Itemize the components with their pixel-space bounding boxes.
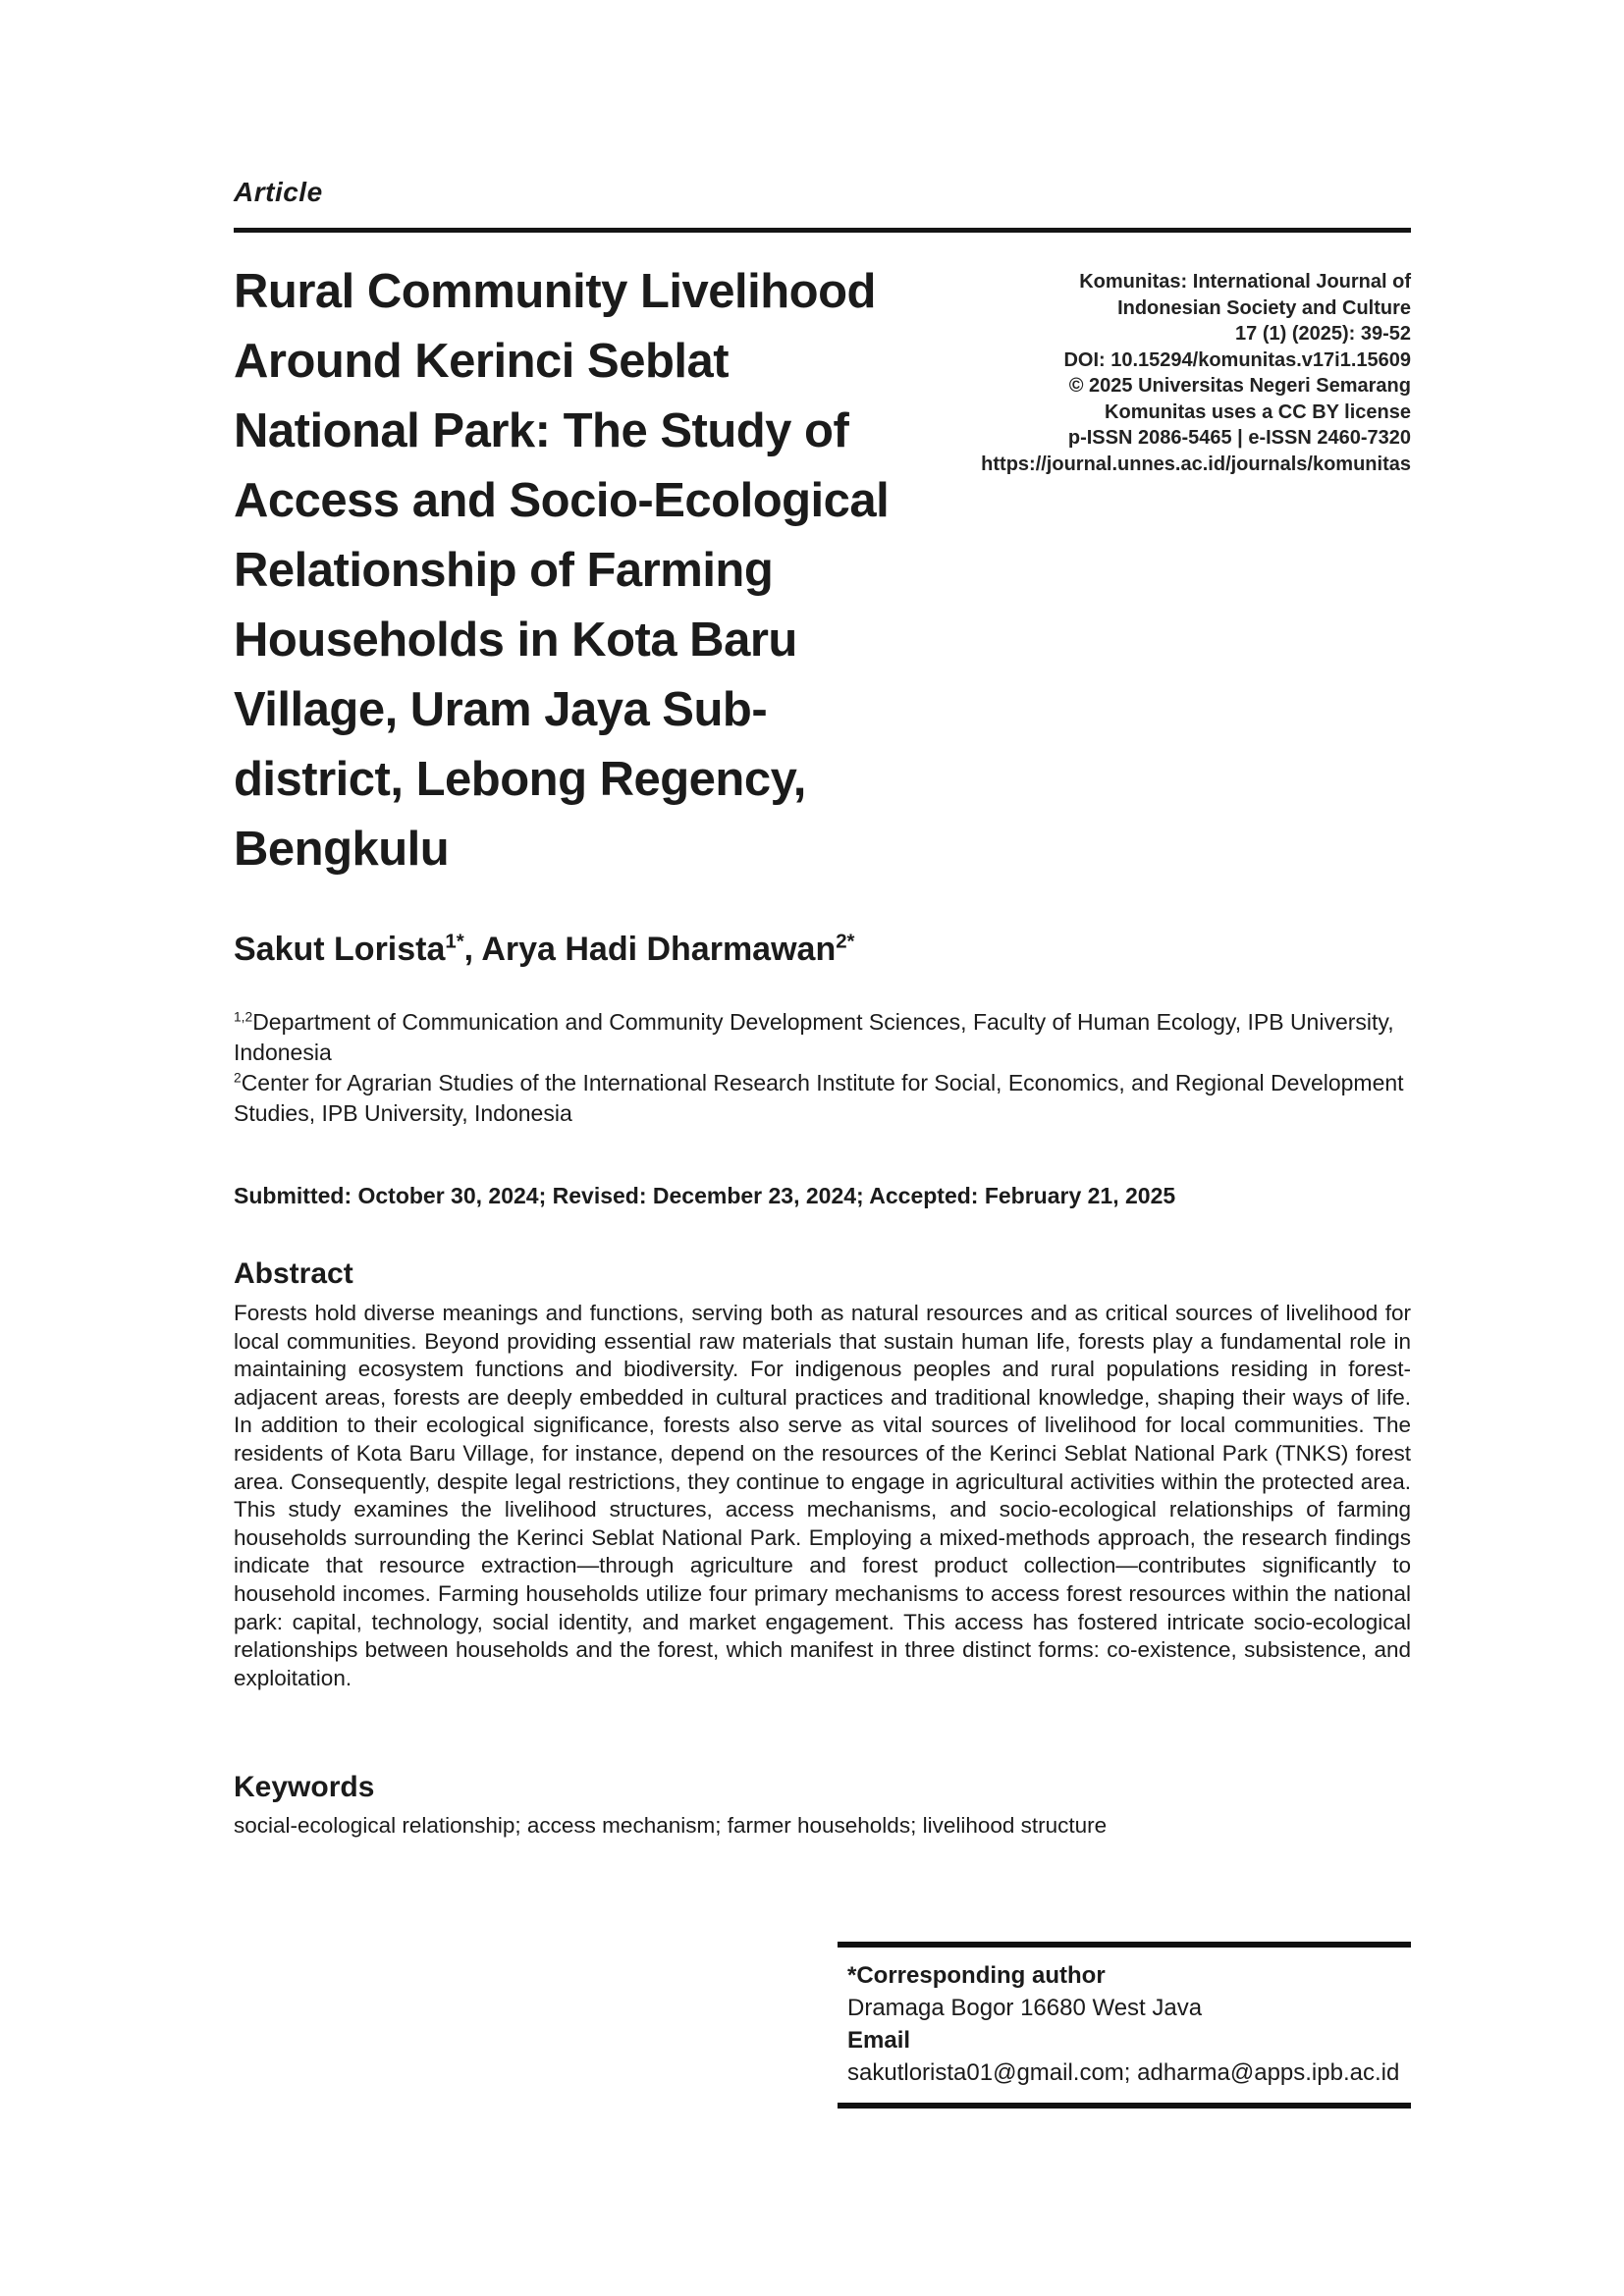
journal-doi-line: DOI: 10.15294/komunitas.v17i1.15609 — [1063, 348, 1411, 371]
title-line: Access and Socio-Ecological — [234, 474, 890, 527]
corresponding-author-address: Dramaga Bogor 16680 West Java — [847, 1995, 1203, 2021]
corresponding-author-box — [838, 1942, 1411, 2109]
journal-issue-line: 17 (1) (2025): 39-52 — [1235, 323, 1411, 345]
affiliation-item — [234, 1007, 1411, 1068]
title-line: Around Kerinci Seblat — [234, 335, 730, 388]
email-label: Email — [847, 2027, 911, 2054]
author-superscript: 1* — [445, 931, 464, 953]
article-kicker: Article — [234, 177, 323, 207]
journal-name-line: Komunitas: International Journal of — [1079, 271, 1411, 293]
affiliation-superscript: 2 — [234, 1070, 242, 1086]
abstract-heading: Abstract — [234, 1257, 353, 1290]
affiliation-item — [234, 1068, 1411, 1129]
journal-issn-line: p-ISSN 2086-5465 | e-ISSN 2460-7320 — [1067, 427, 1411, 449]
journal-url-link[interactable]: https://journal.unnes.ac.id/journals/komunitas — [981, 453, 1411, 475]
author-name: Arya Hadi Dharmawan — [481, 931, 837, 968]
title-line: National Park: The Study of — [234, 404, 849, 457]
submission-dates: Submitted: October 30, 2024; Revised: December 23, 2024; Accepted: February 21, 2025 — [234, 1183, 1176, 1208]
title-line: Relationship of Farming — [234, 544, 774, 597]
journal-name-line: Indonesian Society and Culture — [1117, 296, 1411, 319]
journal-license-line: Komunitas uses a CC BY license — [1105, 400, 1411, 423]
authors-line — [234, 931, 855, 969]
affiliations-block — [234, 1007, 1411, 1129]
title-line: Households in Kota Baru — [234, 614, 797, 667]
affiliation-text: Center for Agrarian Studies of the International Research Institute for Social, Economics, and Regional Development Studies, IPB University, Indonesia — [234, 1070, 1404, 1126]
header-rule — [234, 228, 1411, 233]
author-separator: , — [463, 931, 482, 968]
title-line: Village, Uram Jaya Sub- — [234, 683, 768, 736]
journal-metadata-block — [861, 269, 1411, 477]
email-addresses[interactable]: sakutlorista01@gmail.com; adharma@apps.ipb.ac.id — [847, 2059, 1400, 2086]
journal-copyright-line: © 2025 Universitas Negeri Semarang — [1068, 375, 1411, 397]
title-line: Bengkulu — [234, 823, 450, 876]
title-line: Rural Community Livelihood — [234, 265, 876, 318]
title-line: district, Lebong Regency, — [234, 753, 806, 806]
keywords-heading: Keywords — [234, 1771, 375, 1803]
abstract-body: Forests hold diverse meanings and functions, serving both as natural resources and as critical sources of livelihood for local communities. Beyond providing essential raw materials that sustain human life, forests play a fundamental role in maintaining ecosystem functions and biodiversity. For indigenous peoples and rural populations residing in forest-adjacent areas, forests are deeply embedded in cultural practices and traditional knowledge, shaping their ways of life. In addition to their ecological significance, forests also serve as vital sources of livelihood for local communities. The residents of Kota Baru Village, for instance, depend on the resources of the Kerinci Seblat National Park (TNKS) forest area. Consequently, despite legal restrictions, they continue to engage in agricultural activities within the protected area. This study examines the livelihood structures, access mechanisms, and socio-ecological relationships of farming households surrounding the Kerinci Seblat National Park. Employing a mixed-methods approach, the research findings indicate that resource extraction—through agriculture and forest product collection—contributes significantly to household incomes. Farming households utilize four primary mechanisms to access forest resources within the national park: capital, technology, social identity, and market engagement. This access has fostered intricate socio-ecological relationships between households and the forest, which manifest in three distinct forms: co-existence, subsistence, and exploitation. — [234, 1301, 1411, 1690]
affiliation-text: Department of Communication and Community Development Sciences, Faculty of Human Ecology, IPB University, Indonesia — [234, 1009, 1394, 1065]
author-superscript: 2* — [836, 931, 855, 953]
affiliation-superscript: 1,2 — [234, 1009, 253, 1025]
corresponding-author-label: *Corresponding author — [847, 1962, 1106, 1989]
keywords-text: social-ecological relationship; access mechanism; farmer households; livelihood structure — [234, 1813, 1108, 1838]
author-name: Sakut Lorista — [234, 931, 446, 968]
